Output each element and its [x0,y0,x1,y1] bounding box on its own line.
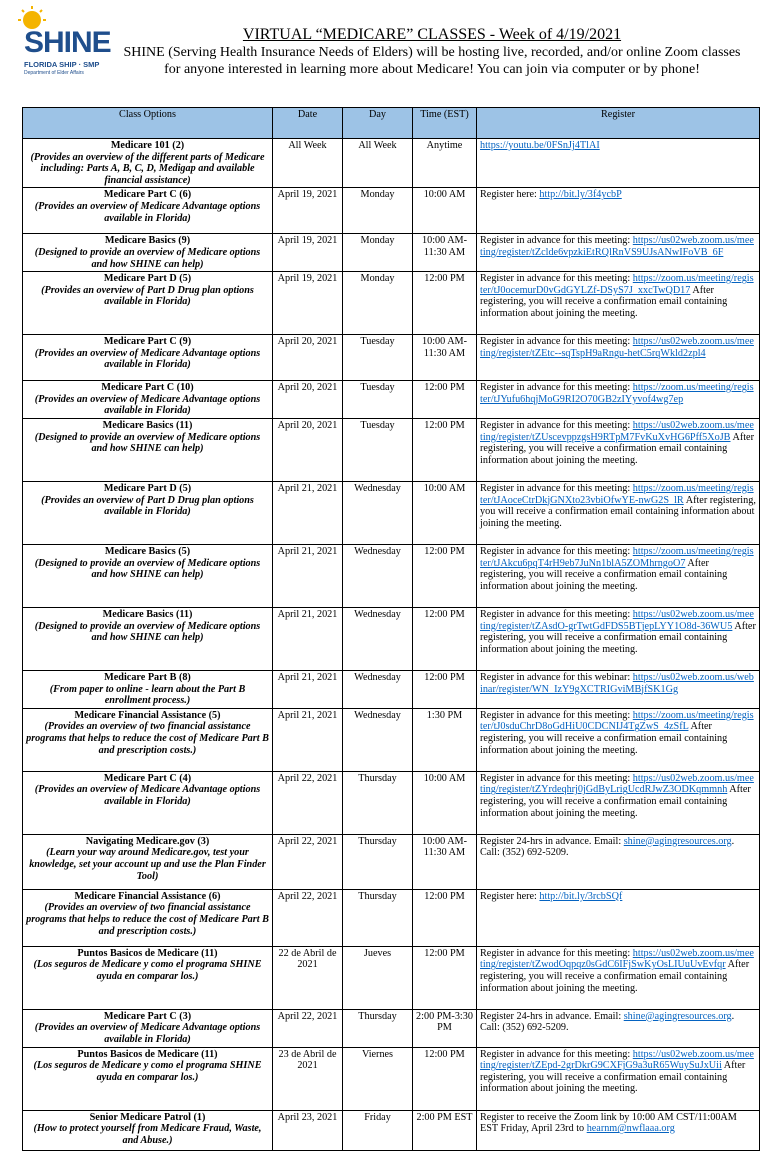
class-time: 10:00 AM [413,771,477,834]
register-cell [477,946,760,1009]
class-name: Senior Medicare Patrol (1) [89,1111,206,1123]
class-option-cell [23,335,273,381]
class-option-cell [23,381,273,419]
class-description: (Los seguros de Medicare y como el programa SHINE ayuda en comparar los.) [33,959,262,982]
register-cell [477,889,760,946]
class-day: Thursday [343,834,413,889]
class-option-cell [23,1110,273,1150]
register-cell [477,234,760,272]
class-day: All Week [343,139,413,188]
class-option-cell [23,771,273,834]
register-link[interactable]: https://us02web.zoom.us/meeting/register/tZYrdeqhrj0jGdByLrigUcdRJwZ3ODKqmmnh [480,772,754,796]
class-option-cell [23,188,273,234]
class-date: April 22, 2021 [273,771,343,834]
class-description: (Provides an overview of Medicare Advantage options available in Florida) [34,784,261,807]
class-day: Wednesday [343,607,413,670]
class-day: Friday [343,1110,413,1150]
class-description: (Provides an overview of Medicare Advantage options available in Florida) [34,1022,261,1045]
class-name: Medicare Part C (9) [103,336,192,348]
table-row [23,481,760,544]
class-day: Monday [343,234,413,272]
class-name: Medicare Basics (9) [104,235,191,247]
class-date: April 19, 2021 [273,272,343,335]
table-row [23,272,760,335]
table-row [23,771,760,834]
class-name: Medicare Financial Assistance (6) [74,890,221,902]
register-instructions: Register in advance for this meeting: [480,608,633,620]
class-option-cell [23,670,273,708]
table-header-row [23,108,760,139]
class-date: April 19, 2021 [273,188,343,234]
register-cell [477,139,760,188]
register-link[interactable]: shine@agingresources.org [623,835,732,847]
class-description: (Provides an overview of Medicare Advantage options available in Florida) [34,393,261,417]
class-name: Medicare Part C (3) [103,1010,192,1022]
class-description: (Provides an overview of two financial assistance programs that helps to reduce the cost of Medicare Part B and prescription costs.) [26,902,269,937]
register-link[interactable]: https://us02web.zoom.us/meeting/register/tZUscevppzgsH9RTpM7FvKuXvHG6Pff5XoJB [480,419,754,443]
class-description: (From paper to online - learn about the Part B enrollment process.) [49,683,246,707]
class-date: All Week [273,139,343,188]
class-description: (Designed to provide an overview of Medicare options and how SHINE can help) [34,246,261,270]
register-followup: After registering, you will receive a confirmation email containing information about joining the meeting. [480,1060,746,1095]
class-name: Medicare Basics (11) [102,608,193,620]
class-day: Monday [343,272,413,335]
class-time: Anytime [413,139,477,188]
table-row [23,607,760,670]
register-followup: After registering, you will receive a confirmation email containing information about joining the meeting. [480,959,750,994]
class-description: (Provides an overview of Part D Drug plan options available in Florida) [41,494,254,518]
class-time: 2:00 PM-3:30 PM [413,1009,477,1047]
register-link[interactable]: shine@agingresources.org [623,1010,732,1022]
class-time: 12:00 PM [413,418,477,481]
logo-subtitle: FLORIDA SHIP · SMP [24,60,100,69]
register-instructions: Register in advance for this meeting: [480,772,633,784]
class-name: Navigating Medicare.gov (3) [85,835,210,847]
class-name: Medicare Financial Assistance (5) [74,709,221,721]
register-cell [477,771,760,834]
class-day: Monday [343,188,413,234]
register-instructions: Register in advance for this meeting: [480,1048,633,1060]
class-name: Medicare Part C (4) [103,772,192,784]
class-day: Thursday [343,771,413,834]
register-link[interactable]: https://zoom.us/meeting/register/tJ0sduChrD8oGdHiU0CDCNIJ4TgZwS_4zSfL [480,709,754,733]
table-row [23,188,760,234]
register-instructions: Register in advance for this meeting: [480,709,633,721]
class-day: Wednesday [343,708,413,771]
register-instructions: Register in advance for this meeting: [480,947,633,959]
register-instructions: Register in advance for this meeting: [480,382,633,394]
class-date: April 21, 2021 [273,607,343,670]
register-followup: After registering, you will receive a confirmation email containing information about joining the meeting. [480,494,756,529]
page-header [100,26,764,78]
register-link[interactable]: https://us02web.zoom.us/webinar/register/WN_IzY9gXCTRIGviMBjfSK1Gg [480,671,754,695]
table-row [23,234,760,272]
register-cell [477,708,760,771]
register-link[interactable]: https://us02web.zoom.us/meeting/register/tZclde6vpzkiEtRQlRnVS9UJsANwIFoVB_6F [480,235,754,258]
class-time: 1:30 PM [413,708,477,771]
class-name: Medicare Part B (8) [104,671,191,683]
table-row [23,1047,760,1110]
class-name: Puntos Basicos de Medicare (11) [77,947,218,959]
class-day: Wednesday [343,481,413,544]
class-name: Medicare Part D (5) [103,273,192,285]
register-cell [477,1009,760,1047]
class-description: (Los seguros de Medicare y como el programa SHINE ayuda en comparar los.) [33,1060,262,1083]
class-time: 2:00 PM EST [413,1110,477,1150]
table-row [23,1009,760,1047]
table-row [23,381,760,419]
col-header-date: Date [273,108,343,139]
table-row [23,418,760,481]
class-option-cell [23,708,273,771]
class-time: 12:00 PM [413,544,477,607]
class-name: Medicare Basics (5) [104,545,191,557]
class-time: 12:00 PM [413,946,477,1009]
register-link[interactable]: https://us02web.zoom.us/meeting/register/tZAsdO-grTwtGdFDS5BTjepLYY1O8d-36WU5 [480,608,754,632]
register-cell [477,418,760,481]
class-description: (Provides an overview of Medicare Advantage options available in Florida) [34,200,261,224]
class-name: Medicare Basics (11) [102,419,193,431]
table-row [23,889,760,946]
table-row [23,544,760,607]
class-time: 12:00 PM [413,607,477,670]
register-followup: After registering, you will receive a confirmation email containing information about joining the meeting. [480,431,754,466]
class-time: 10:00 AM-11:30 AM [413,335,477,381]
class-option-cell [23,834,273,889]
class-date: April 20, 2021 [273,335,343,381]
table-row [23,946,760,1009]
register-link[interactable]: https://zoom.us/meeting/register/tJYufu6hqjMoG9RI2O70GB2zIYyvof4wg7ep [480,382,754,405]
register-cell [477,607,760,670]
class-description: (Designed to provide an overview of Medicare options and how SHINE can help) [34,620,261,644]
class-option-cell [23,946,273,1009]
register-link[interactable]: http://bit.ly/3rcbSQf [539,890,623,902]
class-description: (Provides an overview of two financial assistance programs that helps to reduce the cost of Medicare Part B and prescription costs.) [26,721,269,756]
class-date: April 23, 2021 [273,1110,343,1150]
class-description: (Designed to provide an overview of Medicare options and how SHINE can help) [34,431,261,455]
class-day: Jueves [343,946,413,1009]
class-description: (Learn your way around Medicare.gov, test your knowledge, set your account up and use the Plan Finder Tool) [29,847,266,882]
register-instructions: Register here: [480,189,540,201]
register-instructions: Register to receive the Zoom link by 10:00 AM CST/11:00AM EST Friday, April 23rd to [480,1111,737,1135]
logo-wordmark: SHINE [24,26,111,59]
register-link[interactable]: hearnm@nwflaaa.org [586,1123,675,1135]
class-date: 23 de Abril de 2021 [273,1047,343,1110]
class-day: Tuesday [343,381,413,419]
table-row [23,670,760,708]
class-name: Medicare Part C (6) [103,189,192,201]
class-option-cell [23,272,273,335]
class-name: Medicare 101 (2) [110,140,185,151]
logo-department: Department of Elder Affairs [24,70,84,76]
register-cell [477,544,760,607]
register-cell [477,272,760,335]
register-followup: After registering, you will receive a confirmation email containing information about joining the meeting. [480,557,728,592]
class-option-cell [23,418,273,481]
page-title: VIRTUAL “MEDICARE” CLASSES - Week of 4/19/2021 [242,26,622,43]
register-followup: After registering, you will receive a confirmation email containing information about joining the meeting. [480,284,728,319]
register-link[interactable]: https://zoom.us/meeting/register/tJAkcu6pqT4rH9eb7JuNn1blA5ZOMhrngoO7 [480,545,754,569]
class-name: Puntos Basicos de Medicare (11) [77,1048,218,1060]
class-day: Wednesday [343,670,413,708]
class-day: Thursday [343,1009,413,1047]
table-row [23,139,760,188]
class-description: (Provides an overview of the different parts of Medicare including: Parts A, B, C, D, Medigap and available financial assistance) [30,151,265,186]
class-description: (Designed to provide an overview of Medicare options and how SHINE can help) [34,557,261,581]
class-day: Wednesday [343,544,413,607]
class-time: 12:00 PM [413,670,477,708]
register-instructions: Register in advance for this meeting: [480,419,633,431]
register-link[interactable]: https://zoom.us/meeting/register/tJAoceCtrDkjGNXto23vbiOfwYE-nwG2S_lR [480,482,754,506]
col-header-options: Class Options [23,108,273,139]
register-link[interactable]: http://bit.ly/3f4ycbP [539,189,622,201]
register-link[interactable]: https://us02web.zoom.us/meeting/register/tZEtc--sqTspH9aRngu-hetC5rqWkld2zpl4 [480,336,754,359]
register-cell [477,834,760,889]
table-row [23,335,760,381]
class-option-cell [23,607,273,670]
table-row [23,834,760,889]
register-instructions: Register in advance for this meeting: [480,273,633,285]
shine-logo [10,6,111,82]
class-date: April 22, 2021 [273,889,343,946]
class-date: April 21, 2021 [273,670,343,708]
class-option-cell [23,544,273,607]
class-time: 12:00 PM [413,1047,477,1110]
class-date: April 21, 2021 [273,481,343,544]
class-description: (Provides an overview of Medicare Advantage options available in Florida) [34,347,261,371]
class-time: 12:00 PM [413,889,477,946]
class-option-cell [23,139,273,188]
class-description: (How to protect yourself from Medicare Fraud, Waste, and Abuse.) [33,1123,262,1146]
class-time: 12:00 PM [413,381,477,419]
class-date: April 21, 2021 [273,708,343,771]
class-date: April 22, 2021 [273,1009,343,1047]
class-time: 10:00 AM [413,481,477,544]
register-followup: After registering, you will receive a confirmation email containing information about joining the meeting. [480,721,728,756]
register-instructions: Register 24-hrs in advance. Email: [480,1010,624,1022]
register-instructions: Register in advance for this meeting: [480,545,633,557]
classes-table [22,107,760,1151]
register-cell [477,188,760,234]
register-followup: . Call: (352) 692-5209. [480,1010,735,1034]
class-day: Tuesday [343,418,413,481]
register-cell [477,335,760,381]
class-time: 12:00 PM [413,272,477,335]
register-instructions: Register in advance for this webinar: [480,671,633,683]
register-cell [477,381,760,419]
class-option-cell [23,1047,273,1110]
register-followup: . Call: (352) 692-5209. [480,835,735,859]
register-link[interactable]: https://us02web.zoom.us/meeting/register/tZwodOqpqz0sGdC6IFjSwKyOsLIUuUvEvfqr [480,947,754,971]
register-link[interactable]: https://youtu.be/0FSnJj4TlAI [480,140,600,151]
class-option-cell [23,234,273,272]
class-time: 10:00 AM [413,188,477,234]
register-instructions: Register here: [480,890,540,902]
class-option-cell [23,889,273,946]
intro-line-1: SHINE (Serving Health Insurance Needs of Elders) will be hosting live, recorded, and/or online Zoom classes [123,45,741,60]
class-date: April 19, 2021 [273,234,343,272]
class-date: April 20, 2021 [273,381,343,419]
col-header-time: Time (EST) [413,108,477,139]
class-day: Viernes [343,1047,413,1110]
intro-line-2: for anyone interested in learning more about Medicare! You can join via computer or by phone! [164,62,700,77]
register-instructions: Register in advance for this meeting: [480,482,633,494]
register-cell [477,670,760,708]
class-option-cell [23,481,273,544]
col-header-day: Day [343,108,413,139]
class-date: 22 de Abril de 2021 [273,946,343,1009]
class-name: Medicare Part D (5) [103,482,192,494]
register-link[interactable]: https://us02web.zoom.us/meeting/register/tZEpd-2grDkrG9CXFjG9a3uR65WuySuJxUii [480,1048,754,1072]
register-cell [477,481,760,544]
register-link[interactable]: https://zoom.us/meeting/register/tJ0ocemurD0vGdGYLZf-DSyS7J_xxcTwQD17 [480,273,754,296]
col-header-register: Register [477,108,760,139]
class-date: April 21, 2021 [273,544,343,607]
register-cell [477,1047,760,1110]
table-row [23,1110,760,1150]
class-time: 10:00 AM-11:30 AM [413,234,477,272]
register-followup: After registering, you will receive a confirmation email containing information about joining the meeting. [480,784,751,819]
class-option-cell [23,1009,273,1047]
register-instructions: Register 24-hrs in advance. Email: [480,835,624,847]
register-instructions: Register in advance for this meeting: [480,336,633,348]
class-date: April 22, 2021 [273,834,343,889]
register-followup: After registering, you will receive a confirmation email containing information about joining the meeting. [480,620,756,655]
table-row [23,708,760,771]
register-cell [477,1110,760,1150]
class-day: Thursday [343,889,413,946]
class-time: 10:00 AM-11:30 AM [413,834,477,889]
class-name: Medicare Part C (10) [101,382,194,394]
register-instructions: Register in advance for this meeting: [480,235,633,247]
class-date: April 20, 2021 [273,418,343,481]
class-description: (Provides an overview of Part D Drug plan options available in Florida) [41,284,254,308]
class-day: Tuesday [343,335,413,381]
